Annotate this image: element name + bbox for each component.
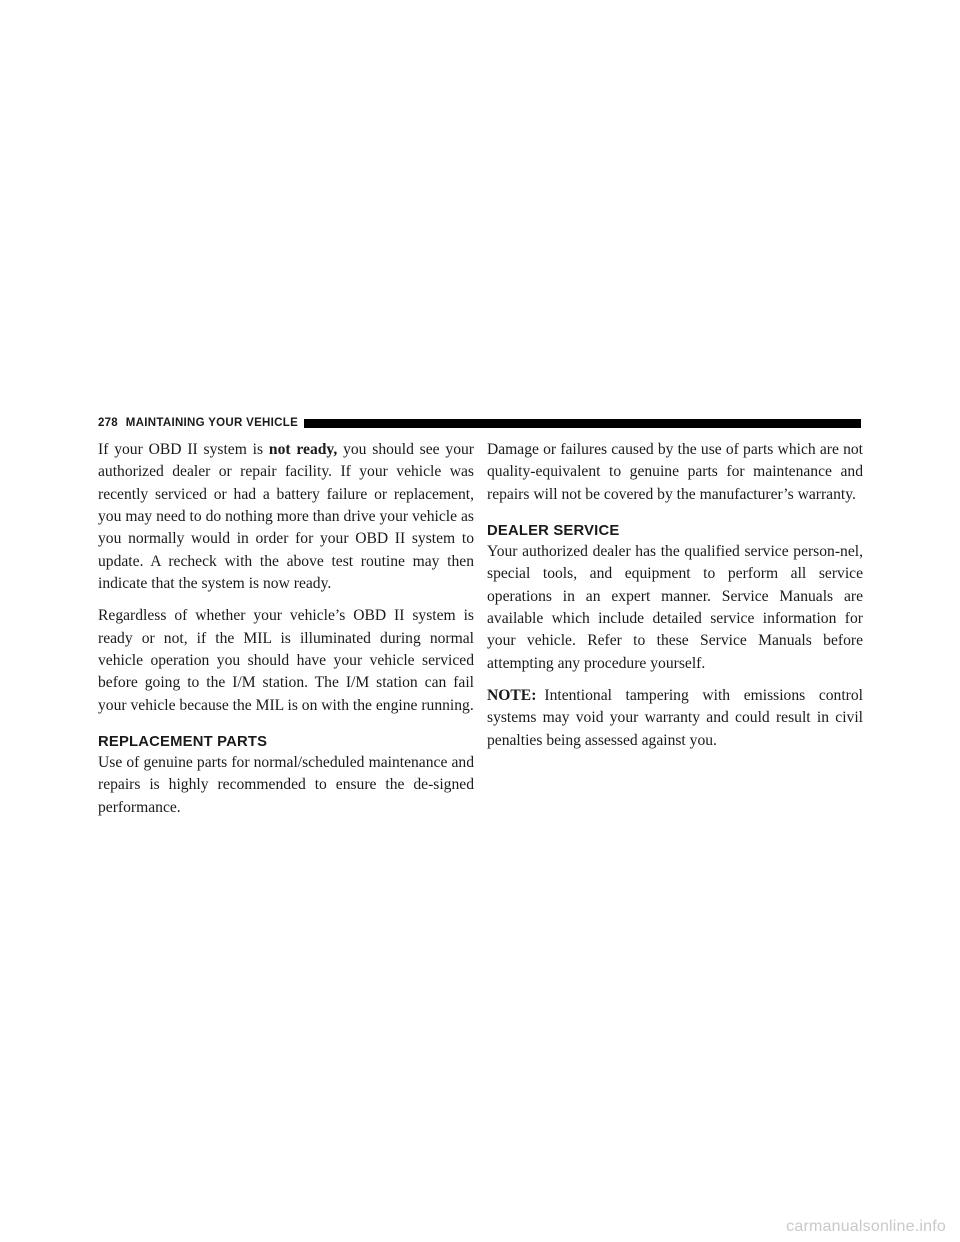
header-rule	[304, 419, 861, 428]
watermark-text: carmanualsonline.info	[786, 1218, 946, 1235]
paragraph-obd-not-ready	[98, 439, 474, 595]
paragraph-genuine-parts: Use of genuine parts for normal/scheduled maintenance and repairs is highly recommended to ensure the de-signed performance.	[98, 754, 474, 816]
section-title: MAINTAINING YOUR VEHICLE	[125, 417, 299, 429]
note-text: Intentional tampering with emissions control systems may void your warranty and could result in civil penalties being assessed against you.	[487, 687, 863, 749]
heading-dealer-service: DEALER SERVICE	[487, 523, 620, 540]
paragraph-text: you should see your authorized dealer or repair facility. If your vehicle was recently serviced or had a battery failure or replacement, you may need to do nothing more than drive your vehicle as you normally would in order for your OBD II system to update. A recheck with the above test routine may then indicate that the system is now ready.	[98, 441, 474, 593]
paragraph-mil-illuminated: Regardless of whether your vehicle’s OBD II system is ready or not, if the MIL is illuminated during normal vehicle operation you should have your vehicle serviced before going to the I/M station. The I/M station can fail your vehicle because the MIL is on with the engine running.	[98, 607, 474, 714]
paragraph-text: If your OBD II system is	[98, 441, 269, 458]
left-column	[98, 439, 474, 829]
note-label: NOTE:	[487, 687, 537, 705]
paragraph-dealer-service: Your authorized dealer has the qualified service person-nel, special tools, and equipment to perform all service operations in an expert manner. Service Manuals are available which include detailed service information for your vehicle. Refer to these Service Manuals before attempting any procedure yourself.	[487, 543, 863, 672]
note-paragraph	[487, 685, 863, 752]
heading-replacement-parts: REPLACEMENT PARTS	[98, 734, 268, 751]
right-column	[487, 439, 863, 762]
paragraph-warranty-damage: Damage or failures caused by the use of parts which are not quality-equivalent to genuine parts for maintenance and repairs will not be covered by the manufacturer’s warranty.	[487, 441, 863, 503]
page-number: 278	[98, 417, 118, 429]
not-ready-emphasis: not ready,	[268, 441, 338, 458]
page-header	[98, 416, 861, 430]
